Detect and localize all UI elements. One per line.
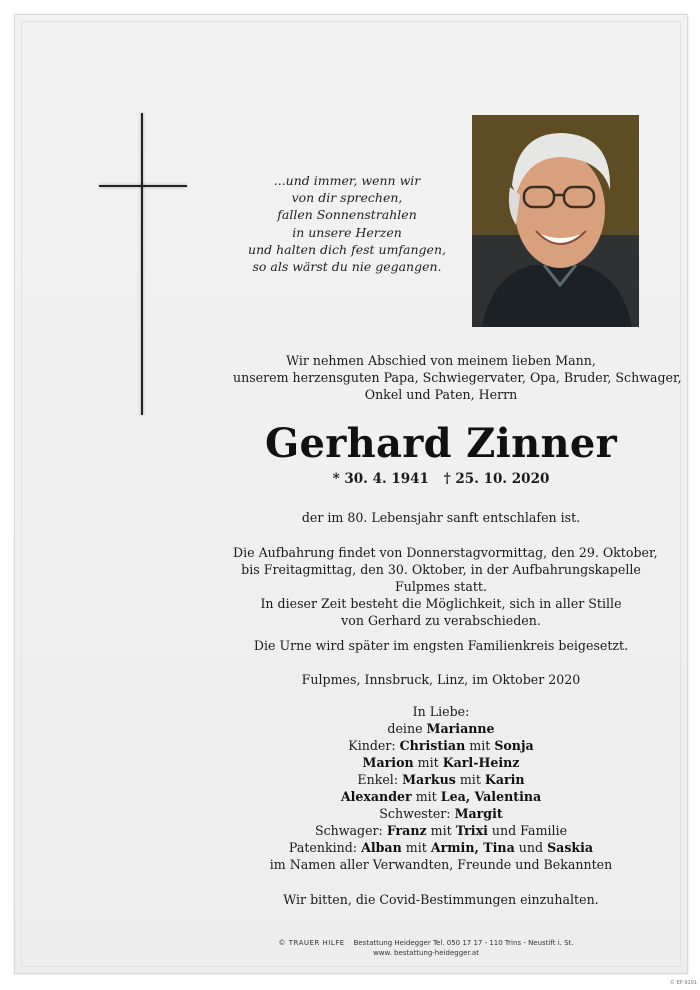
footer <box>218 938 634 958</box>
family-heading: In Liebe: <box>412 704 470 719</box>
poem-line: in unsere Herzen <box>292 224 402 240</box>
copyright: © EP 9101 <box>669 980 697 986</box>
poem-line: fallen Sonnenstrahlen <box>277 207 417 223</box>
family-others: im Namen aller Verwandten, Freunde und Bekannten <box>269 857 613 872</box>
life-dates <box>233 470 649 488</box>
urn-line: Die Urne wird später im engsten Familienkreis beigesetzt. <box>253 638 629 653</box>
family-godchild: Patenkind: Alban mit Armin, Tina und Saskia <box>288 840 594 855</box>
intro-line: unserem herzensguten Papa, Schwiegervater, Opa, Bruder, Schwager, <box>233 370 682 385</box>
birth-date: * 30. 4. 1941 <box>332 471 429 487</box>
viewing-line: von Gerhard zu verabschieden. <box>341 613 541 628</box>
deceased-name: Gerhard Zinner <box>265 420 617 467</box>
cross-icon <box>141 113 143 415</box>
family-children-2: Marion mit Karl-Heinz <box>362 755 520 770</box>
intro-line: Wir nehmen Abschied von meinem lieben Mann, <box>286 353 596 368</box>
obituary-card <box>14 14 688 974</box>
place-date: Fulpmes, Innsbruck, Linz, im Oktober 2020 <box>301 672 581 687</box>
family-brotherinlaw: Schwager: Franz mit Trixi und Familie <box>314 823 568 838</box>
family-grandchildren: Enkel: Markus mit Karin <box>357 772 525 787</box>
company-info: Bestattung Heidegger Tel. 050 17 17 - 110 Trins - Neustift i. St. <box>353 939 574 947</box>
poem-line: und halten dich fest umfangen, <box>248 241 446 257</box>
covid-notice: Wir bitten, die Covid-Bestimmungen einzuhalten. <box>283 892 599 907</box>
poem <box>233 172 461 275</box>
viewing-line: bis Freitagmittag, den 30. Oktober, in der Aufbahrungskapelle <box>241 562 641 577</box>
age-line: der im 80. Lebensjahr sanft entschlafen ist. <box>301 510 581 525</box>
poem-line: so als wärst du nie gegangen. <box>252 259 442 275</box>
cross-bar <box>99 185 187 187</box>
poem-line: ...und immer, wenn wir <box>273 173 421 188</box>
poem-line: von dir sprechen, <box>291 190 403 206</box>
portrait-photo <box>472 115 639 327</box>
family-sister: Schwester: Margit <box>379 806 503 821</box>
viewing-text <box>233 544 658 629</box>
viewing-line: Fulpmes statt. <box>395 579 487 594</box>
intro-text <box>233 352 682 403</box>
family-list <box>233 703 649 873</box>
family-grandchildren-2: Alexander mit Lea, Valentina <box>340 789 542 804</box>
viewing-line: Die Aufbahrung findet von Donnerstagvormittag, den 29. Oktober, <box>233 545 658 560</box>
intro-line: Onkel und Paten, Herrn <box>364 387 518 402</box>
family-children: Kinder: Christian mit Sonja <box>348 738 534 753</box>
brand-logo: © TRAUER HILFE <box>278 939 345 947</box>
death-date: † 25. 10. 2020 <box>443 471 550 487</box>
family-wife: deine Marianne <box>387 721 495 736</box>
website-link[interactable]: www. bestattung-heidegger.at <box>373 949 479 957</box>
viewing-line: In dieser Zeit besteht die Möglichkeit, sich in aller Stille <box>260 596 622 611</box>
